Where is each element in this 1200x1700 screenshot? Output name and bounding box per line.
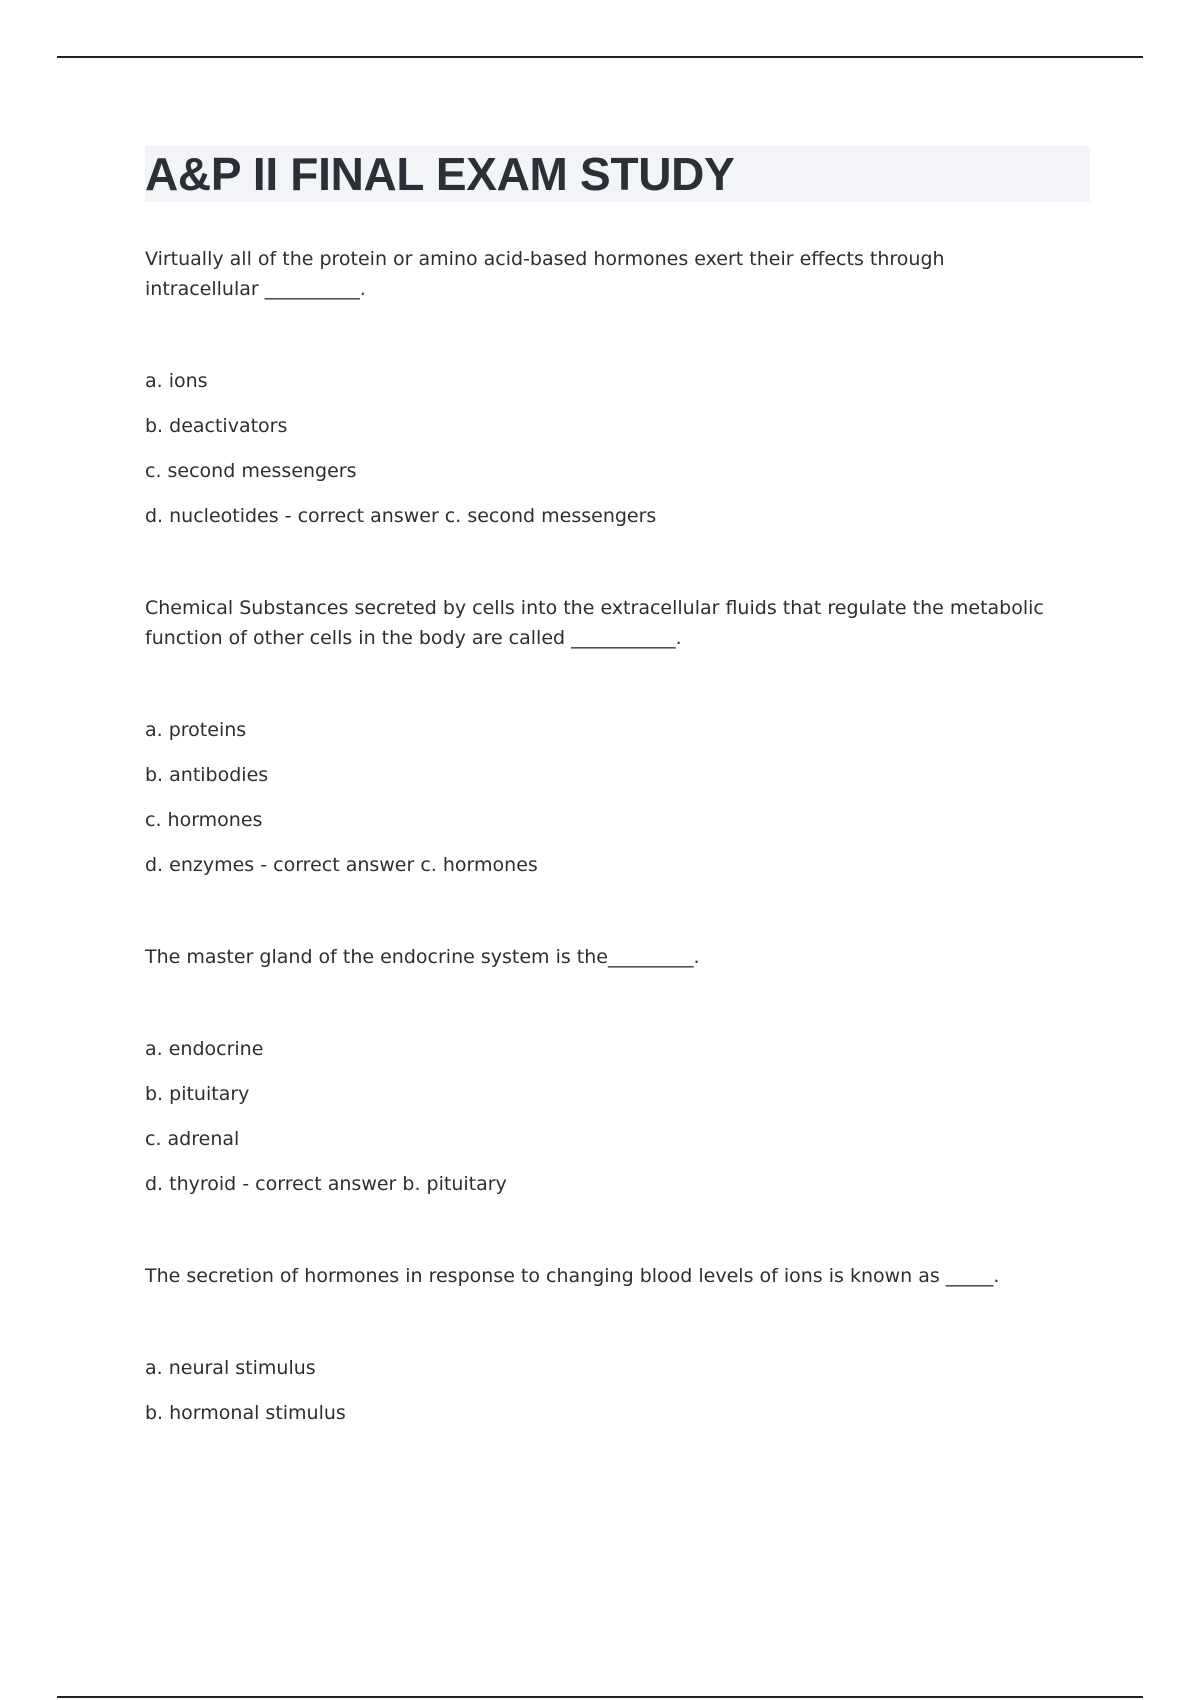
answer-options	[145, 715, 1100, 880]
answer-option: a. neural stimulus	[145, 1357, 316, 1379]
answer-option: b. hormonal stimulus	[145, 1402, 346, 1424]
question-block	[145, 942, 1100, 1199]
answer-option: a. endocrine	[145, 1038, 264, 1060]
answer-option: b. deactivators	[145, 415, 288, 437]
answer-option: d. nucleotides - correct answer c. second messengers	[145, 505, 657, 527]
question-prompt: Virtually all of the protein or amino acid-based hormones exert their effects through intracellular __________.	[145, 248, 945, 300]
answer-options	[145, 1034, 1100, 1199]
bottom-rule	[57, 1696, 1143, 1698]
top-rule	[57, 56, 1143, 58]
answer-option: b. pituitary	[145, 1083, 250, 1105]
question-block	[145, 244, 1100, 531]
question-block	[145, 1261, 1100, 1428]
answer-option: d. thyroid - correct answer b. pituitary	[145, 1173, 507, 1195]
document-body	[145, 244, 1100, 1490]
answer-option: a. ions	[145, 370, 208, 392]
answer-option: c. adrenal	[145, 1128, 240, 1150]
answer-option: b. antibodies	[145, 764, 269, 786]
question-block	[145, 593, 1100, 880]
answer-option: a. proteins	[145, 719, 247, 741]
document-title: A&P II FINAL EXAM STUDY	[145, 148, 735, 200]
answer-options	[145, 1353, 1100, 1428]
answer-option: c. hormones	[145, 809, 263, 831]
answer-option: c. second messengers	[145, 460, 357, 482]
question-prompt: Chemical Substances secreted by cells into the extracellular fluids that regulate the metabolic function of other cells in the body are called ___________.	[145, 597, 1044, 649]
question-prompt: The secretion of hormones in response to changing blood levels of ions is known as _____.	[145, 1265, 1000, 1287]
answer-options	[145, 366, 1100, 531]
question-prompt: The master gland of the endocrine system is the_________.	[145, 946, 700, 968]
answer-option: d. enzymes - correct answer c. hormones	[145, 854, 538, 876]
